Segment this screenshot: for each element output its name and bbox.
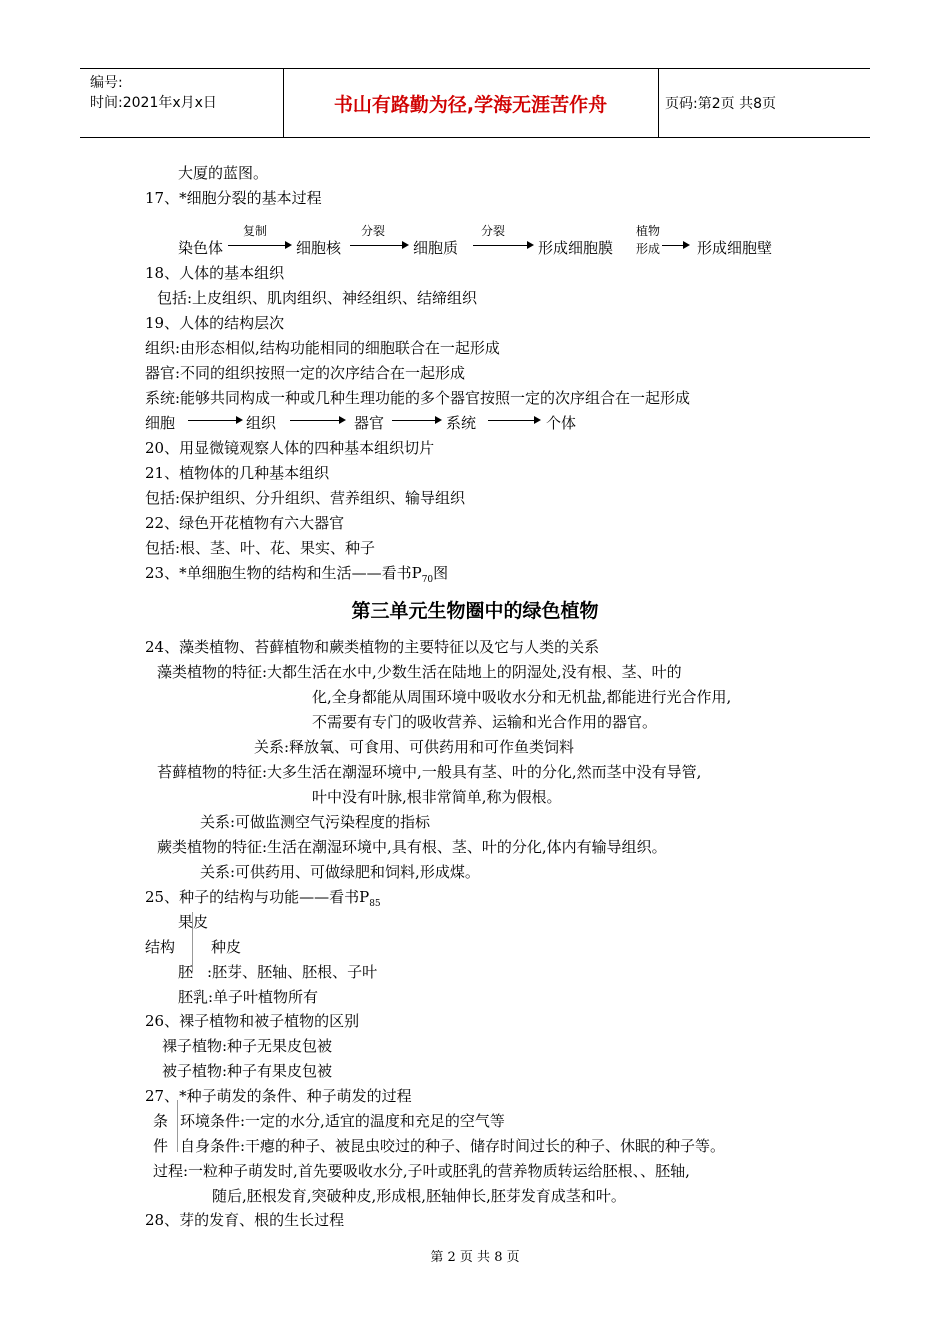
text-line: 系统:能够共同构成一种或几种生理功能的多个器官按照一定的次序组合在一起形成 [145,389,691,407]
text-line: 随后,胚根发育,突破种皮,形成根,胚轴伸长,胚芽发育成茎和叶。 [212,1187,626,1205]
text-line: 关系:释放氧、可食用、可供药用和可作鱼类饲料 [254,738,575,756]
flow-node: 形成细胞膜 [538,239,614,257]
flow-arrow [290,420,344,421]
header-motto: 书山有路勤为径,学海无涯苦作舟 [333,93,608,116]
flow-arrow-label: 分裂 [361,224,386,238]
flow-arrow [488,420,539,421]
text-line: 大厦的蓝图。 [178,164,269,182]
text-line: 藻类植物的特征:大都生活在水中,少数生活在陆地上的阴湿处,没有根、茎、叶的 [157,663,682,681]
item-22-heading: 22、绿色开花植物有六大器官 [145,514,345,532]
flow-node: 细胞 [145,414,176,432]
flow-arrow-label: 分裂 [481,224,506,238]
header-meta [90,73,217,113]
item-28-heading: 28、芽的发育、根的生长过程 [145,1211,345,1229]
item-18-heading: 18、人体的基本组织 [145,264,285,282]
flow-node: 细胞质 [413,239,459,257]
text-line: 蕨类植物的特征:生活在潮湿环境中,具有根、茎、叶的分化,体内有输导组织。 [157,838,667,856]
text-line: 包括:保护组织、分升组织、营养组织、输导组织 [145,489,466,507]
flow-node: 器官 [354,414,385,432]
flow-node: 染色体 [178,239,224,257]
text-line: 组织:由形态相似,结构功能相同的细胞联合在一起形成 [145,339,500,357]
text-line: 种皮 [211,938,242,956]
text-line: 关系:可做监测空气污染程度的指标 [200,813,431,831]
flow-node: 系统 [446,414,477,432]
time-label: 时间:2021年x月x日 [90,95,217,111]
text-line: 化,全身都能从周围环境中吸收水分和无机盐,都能进行光合作用, [312,688,732,706]
text-line: 件 [153,1137,169,1155]
item-23-end: 图 [433,564,449,582]
flow-arrow [188,420,241,421]
text-line: 叶中没有叶脉,根非常简单,称为假根。 [312,788,562,806]
flow-arrow [350,245,407,246]
item-24-heading: 24、藻类植物、苔藓植物和蕨类植物的主要特征以及它与人类的关系 [145,638,600,656]
text-line: 苔藓植物的特征:大多生活在潮湿环境中,一般具有茎、叶的分化,然而茎中没有导管, [157,763,702,781]
item-23-heading [145,562,448,585]
header-page-info: 页码:第2页 共8页 [665,96,776,112]
flow-arrow [662,245,688,246]
text-line: 结构 [145,938,176,956]
item-17-heading: 17、*细胞分裂的基本过程 [145,189,322,207]
page-header [80,68,870,138]
text-line: 器官:不同的组织按照一定的次序结合在一起形成 [145,364,466,382]
text-line: 包括:根、茎、叶、花、果实、种子 [145,539,376,557]
page-subscript: 70 [421,575,434,585]
text-line: 包括:上皮组织、肌肉组织、神经组织、结缔组织 [157,289,478,307]
item-25-heading [145,886,381,909]
item-23-text: 23、*单细胞生物的结构和生活——看书P [145,564,422,582]
text-line [178,961,377,982]
number-label: 编号: [90,75,123,91]
flow-arrow [228,245,290,246]
item-27-heading: 27、*种子萌发的条件、种子萌发的过程 [145,1087,412,1105]
conditions-brace [177,1100,178,1152]
text-line: 过程:一粒种子萌发时,首先要吸收水分,子叶或胚乳的营养物质转运给胚根、、胚轴, [153,1162,690,1180]
item-19-heading: 19、人体的结构层次 [145,314,285,332]
flow-node: 个体 [546,414,577,432]
flow-node: 细胞核 [296,239,342,257]
text-line: 自身条件:干瘪的种子、被昆虫咬过的种子、储存时间过长的种子、休眠的种子等。 [180,1137,726,1155]
item-26-heading: 26、裸子植物和被子植物的区别 [145,1012,360,1030]
header-divider [658,69,659,137]
text-line: 被子植物:种子有果皮包被 [162,1062,333,1080]
section-title: 第三单元生物圈中的绿色植物 [351,600,599,622]
flow-arrow-label: 植物 [636,224,661,238]
flow-arrow [392,420,440,421]
item-20-heading: 20、用显微镜观察人体的四种基本组织切片 [145,439,435,457]
flow-arrow-label: 复制 [243,224,268,238]
page-subscript: 85 [369,899,381,909]
text-line: 关系:可供药用、可做绿肥和饲料,形成煤。 [200,863,480,881]
text-line: 胚乳:单子叶植物所有 [178,988,319,1006]
item-25-text: 25、种子的结构与功能——看书P [145,888,370,906]
text-line: 环境条件:一定的水分,适宜的温度和充足的空气等 [180,1112,505,1130]
page-footer: 第 2 页 共 8 页 [430,1250,520,1265]
text-line: 果皮 [178,913,209,931]
flow-arrow-label: 形成 [636,242,661,256]
item-21-heading: 21、植物体的几种基本组织 [145,464,330,482]
flow-node: 组织 [246,414,277,432]
flow-node: 形成细胞壁 [697,239,773,257]
text-line: 裸子植物:种子无果皮包被 [162,1037,333,1055]
text-line: 条 [153,1112,169,1130]
embryo-label: 胚 [178,963,194,981]
embryo-parts: :胚芽、胚轴、胚根、子叶 [207,963,378,981]
flow-arrow [473,245,532,246]
text-line: 不需要有专门的吸收营养、运输和光合作用的器官。 [312,713,658,731]
